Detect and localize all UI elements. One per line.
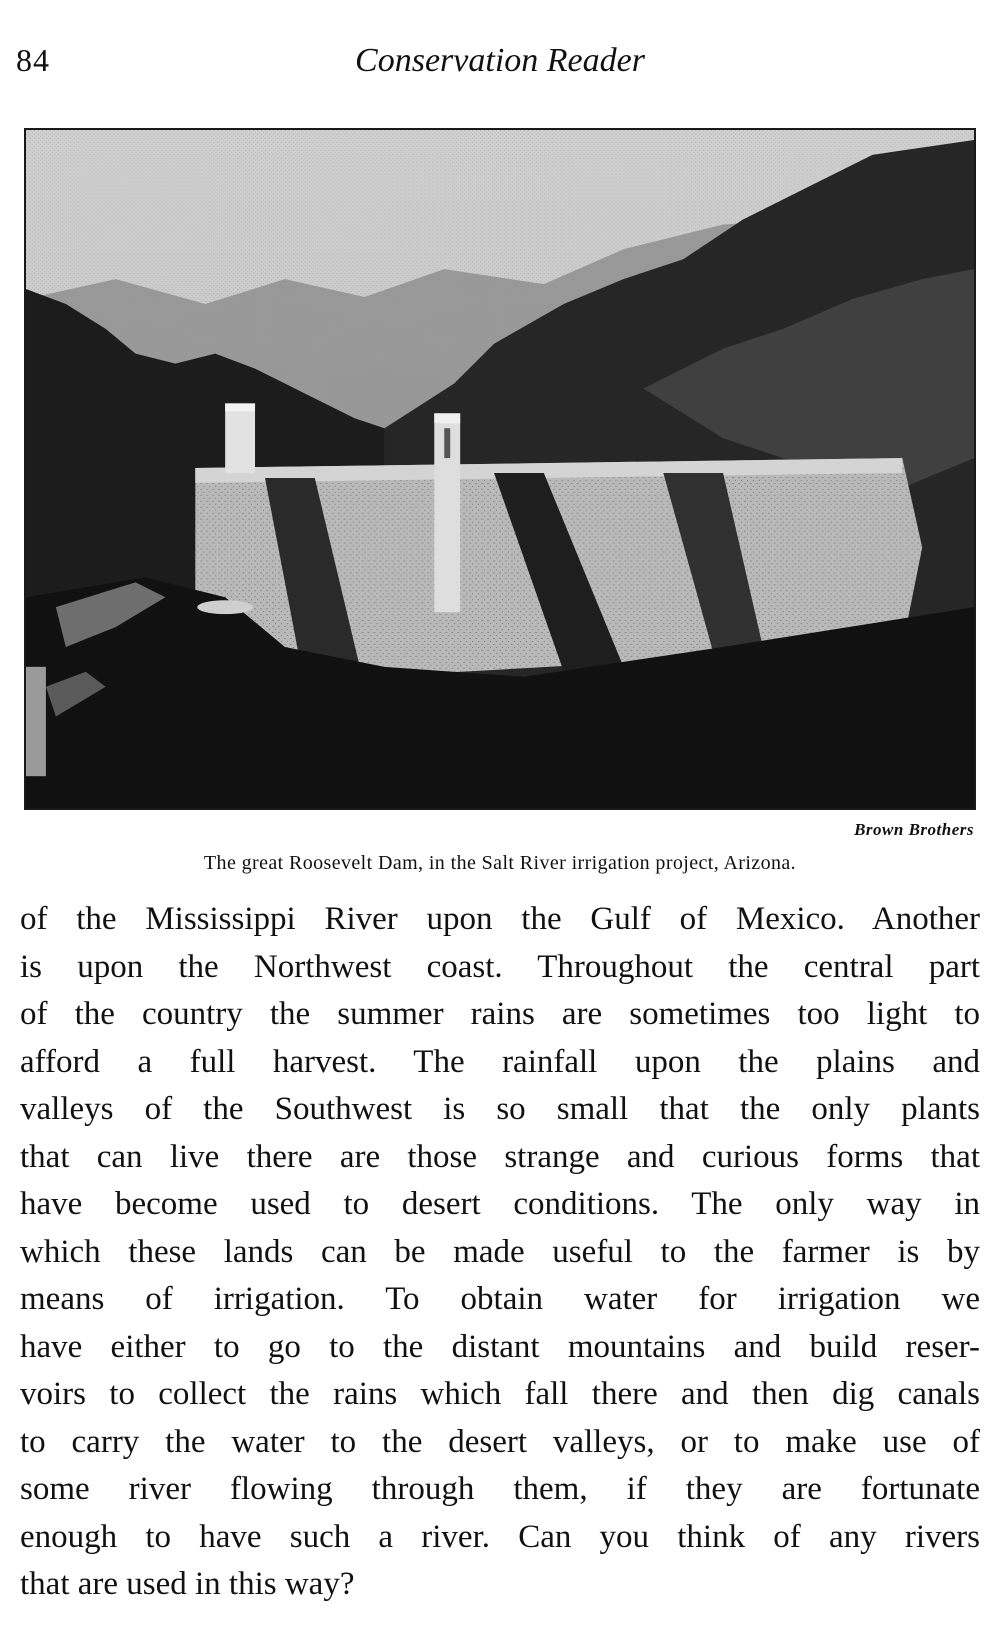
body-line: that are used in this way? bbox=[20, 1566, 355, 1602]
body-line: is upon the Northwest coast. Throughout the central part bbox=[20, 948, 980, 985]
body-paragraph bbox=[20, 896, 980, 1609]
body-line: have become used to desert conditions. The only way in bbox=[20, 1186, 980, 1222]
body-line: to carry the water to the desert valleys, or to make use of bbox=[20, 1423, 980, 1460]
body-line: means of irrigation. To obtain water for irrigation we bbox=[20, 1281, 980, 1317]
body-line: which these lands can be made useful to the farmer is by bbox=[20, 1233, 980, 1270]
body-line: some river flowing through them, if they are fortunate bbox=[20, 1471, 980, 1507]
body-line: valleys of the Southwest is so small that the only plants bbox=[20, 1091, 980, 1127]
body-line: enough to have such a river. Can you think of any rivers bbox=[20, 1518, 980, 1555]
dam-photo bbox=[24, 128, 976, 810]
figure-caption: The great Roosevelt Dam, in the Salt River irrigation project, Arizona. bbox=[203, 852, 797, 874]
body-line: that can live there are those strange and curious forms that bbox=[20, 1138, 980, 1175]
dam-photo-illustration bbox=[26, 130, 974, 808]
body-line: of the Mississippi River upon the Gulf of Mexico. Another bbox=[20, 901, 980, 937]
body-line: voirs to collect the rains which fall there and then dig canals bbox=[20, 1376, 980, 1412]
body-line: have either to go to the distant mountains and build reser- bbox=[20, 1328, 980, 1365]
running-head: Conservation Reader bbox=[355, 42, 645, 79]
photo-credit: Brown Brothers bbox=[854, 820, 974, 839]
page-number: 84 bbox=[16, 42, 50, 78]
body-line: afford a full harvest. The rainfall upon the plains and bbox=[20, 1043, 980, 1080]
body-line: of the country the summer rains are sometimes too light to bbox=[20, 996, 980, 1032]
